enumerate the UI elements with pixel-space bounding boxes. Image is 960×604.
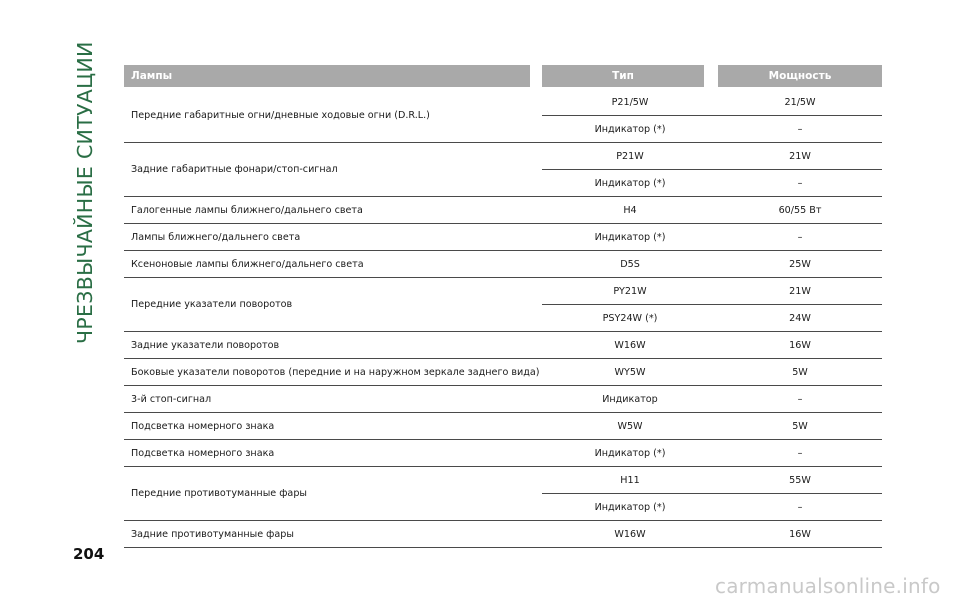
bulb-type: W16W (614, 528, 646, 540)
bulb-type: PSY24W (*) (602, 312, 658, 324)
bulb-type: H11 (620, 474, 640, 486)
bulb-power: 24W (789, 312, 811, 324)
bulb-type: P21W (616, 150, 644, 162)
lamp-name: Лампы ближнего/дальнего света (131, 231, 301, 243)
section-title-text: ЧРЕЗВЫЧАЙНЫЕ СИТУАЦИИ (73, 41, 97, 344)
header-type: Тип (542, 65, 704, 87)
bulb-power: 55W (789, 474, 811, 486)
bulb-type: P21/5W (611, 96, 649, 108)
lamp-name: Задние указатели поворотов (131, 339, 280, 351)
bulb-type: W5W (617, 420, 643, 432)
bulb-type: Индикатор (*) (594, 177, 666, 189)
bulb-spec (542, 413, 882, 439)
bulb-type: Индикатор (602, 393, 658, 405)
table-row (124, 89, 882, 143)
table-header (124, 65, 882, 87)
lamp-name: Галогенные лампы ближнего/дальнего света (131, 204, 363, 216)
bulb-power: 21/5W (784, 96, 816, 108)
header-power: Мощность (718, 65, 882, 87)
bulb-spec (542, 89, 882, 115)
table-row (124, 224, 882, 251)
bulb-spec (542, 169, 882, 196)
bulb-power: – (797, 177, 803, 189)
bulb-spec (542, 386, 882, 412)
bulb-type: H4 (623, 204, 637, 216)
lamp-name: 3-й стоп-сигнал (131, 393, 212, 405)
table-row (124, 332, 882, 359)
bulb-power: – (797, 393, 803, 405)
table-body (124, 89, 882, 548)
table-row (124, 143, 882, 197)
lamp-name: Задние габаритные фонари/стоп-сигнал (131, 164, 338, 175)
bulb-power: 21W (789, 150, 811, 162)
bulb-power: 60/55 Вт (778, 204, 822, 216)
bulb-power: – (797, 231, 803, 243)
table-row (124, 278, 882, 332)
bulb-spec (542, 359, 882, 385)
table-row (124, 521, 882, 548)
bulb-type: Индикатор (*) (594, 447, 666, 459)
lamp-name: Ксеноновые лампы ближнего/дальнего света (131, 258, 364, 270)
bulb-spec (542, 440, 882, 466)
bulb-spec (542, 467, 882, 493)
lamp-name: Боковые указатели поворотов (передние и на наружном зеркале заднего вида) (131, 366, 540, 378)
bulb-power: – (797, 447, 803, 459)
bulb-spec (542, 224, 882, 250)
lamp-name: Передние противотуманные фары (131, 488, 307, 499)
bulb-power: 21W (789, 285, 811, 297)
bulb-power: – (797, 123, 803, 135)
lamp-name: Подсветка номерного знака (131, 447, 275, 459)
lamp-name: Передние указатели поворотов (131, 299, 293, 310)
page-number: 204 (73, 545, 105, 563)
bulb-power: 16W (789, 528, 811, 540)
bulb-spec (542, 251, 882, 277)
table-row (124, 251, 882, 278)
bulb-spec (542, 493, 882, 520)
table-row (124, 467, 882, 521)
bulb-spec (542, 197, 882, 223)
table-row (124, 197, 882, 224)
bulb-spec (542, 521, 882, 547)
bulb-spec (542, 278, 882, 304)
bulb-type: WY5W (614, 366, 646, 378)
bulb-spec (542, 332, 882, 358)
bulb-table (124, 65, 882, 548)
bulb-spec (542, 115, 882, 142)
table-row (124, 413, 882, 440)
lamp-name: Передние габаритные огни/дневные ходовые огни (D.R.L.) (131, 110, 430, 121)
table-row (124, 359, 882, 386)
bulb-type: Индикатор (*) (594, 231, 666, 243)
bulb-power: 16W (789, 339, 811, 351)
bulb-power: 5W (792, 420, 808, 432)
bulb-type: PY21W (613, 285, 647, 297)
table-row (124, 440, 882, 467)
bulb-spec (542, 143, 882, 169)
bulb-type: Индикатор (*) (594, 501, 666, 513)
bulb-power: – (797, 501, 803, 513)
bulb-power: 5W (792, 366, 808, 378)
bulb-type: D5S (620, 258, 640, 270)
bulb-spec (542, 304, 882, 331)
table-row (124, 386, 882, 413)
watermark: carmanualsonline.info (715, 574, 941, 598)
bulb-power: 25W (789, 258, 811, 270)
bulb-type: Индикатор (*) (594, 123, 666, 135)
lamp-name: Задние противотуманные фары (131, 528, 294, 540)
header-lamps: Лампы (124, 65, 530, 87)
lamp-name: Подсветка номерного знака (131, 420, 275, 432)
bulb-type: W16W (614, 339, 646, 351)
